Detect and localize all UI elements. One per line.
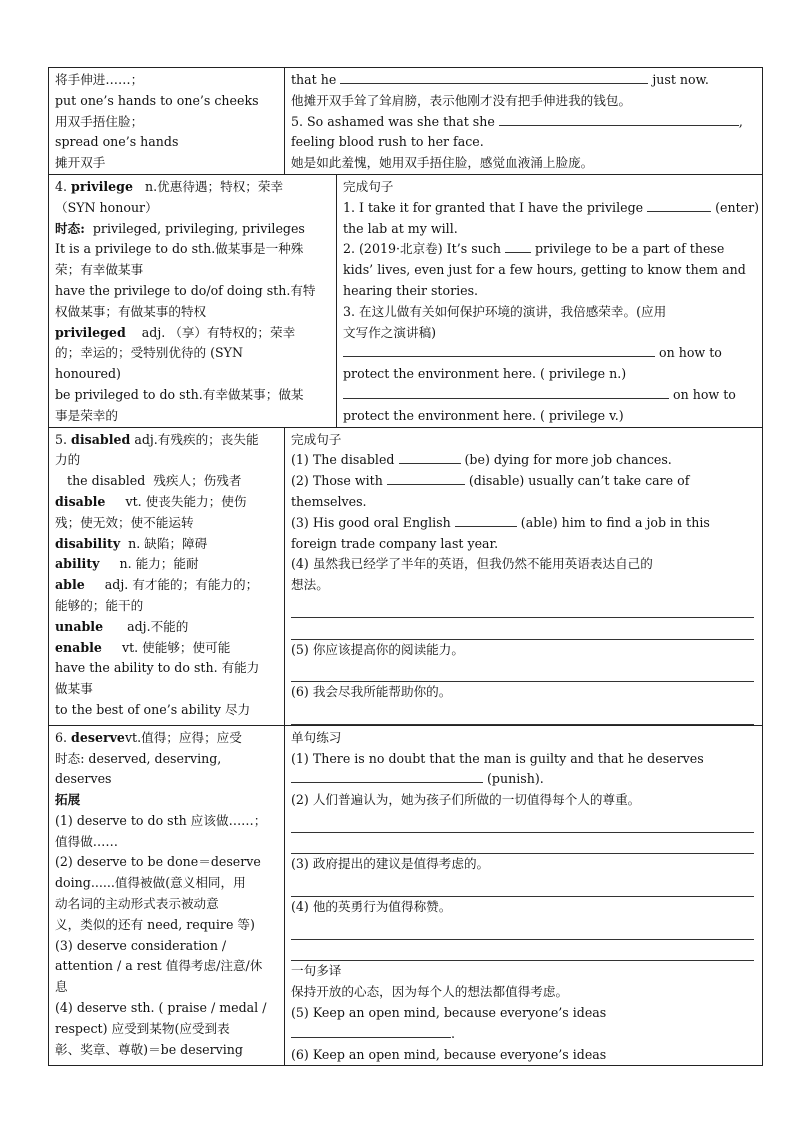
note-line: 力的 xyxy=(55,452,81,468)
sentence-text: (6) Keep an open mind, because everyone’s ideas xyxy=(291,1046,607,1062)
headword: privilege xyxy=(71,178,133,194)
sentence-text: 保持开放的心态，因为每个人的想法都值得考虑。 xyxy=(291,984,569,1000)
answer-line[interactable] xyxy=(291,703,754,725)
note-line: 时态: deserved, deserving, xyxy=(55,750,222,766)
sentence-text: (punish). xyxy=(487,771,544,787)
phrase-line: 将手伸进……； xyxy=(55,72,144,87)
translation-line: 她是如此羞愧，她用双手捂住脸，感觉血液涌上脸庞。 xyxy=(291,155,594,171)
table-row xyxy=(49,174,763,427)
definition: n. 缺陷；障碍 xyxy=(128,535,208,551)
definition: n.优惠待遇；特权；荣幸 xyxy=(145,178,284,194)
definition: vt.值得；应得；应受 xyxy=(124,729,242,745)
sentence-text: feeling blood rush to her face. xyxy=(291,134,484,150)
sentence-text: , xyxy=(738,113,743,129)
exercise-title: 单句练习 xyxy=(291,729,342,745)
answer-blank[interactable] xyxy=(399,451,461,464)
sentence-text: (3) 政府提出的建议是值得考虑的。 xyxy=(291,856,490,872)
note-line: 权做某事；有做某事的特权 xyxy=(55,303,207,319)
note-line: to the best of one’s ability 尽力 xyxy=(55,701,251,717)
exercise-title: 完成句子 xyxy=(343,178,394,194)
note-line: honoured) xyxy=(55,366,121,382)
answer-blank[interactable] xyxy=(343,386,669,399)
sentence-text: 2. (2019·北京卷) It’s such xyxy=(343,241,501,257)
sentence-text: kids’ lives, even just for a few hours, getting to know them and xyxy=(343,262,746,278)
note-line: attention / a rest 值得考虑/注意/休 xyxy=(55,958,263,974)
sentence-text: the lab at my will. xyxy=(343,220,458,236)
exercise-title: 完成句子 xyxy=(291,431,342,447)
answer-line[interactable] xyxy=(291,596,754,618)
sentence-text: (2) Those with xyxy=(291,473,383,489)
table-row xyxy=(49,725,763,1066)
row4-right-cell xyxy=(285,725,763,1066)
answer-line[interactable] xyxy=(291,618,754,640)
sentence-text: (enter) xyxy=(715,199,760,215)
note-line: deserves xyxy=(55,771,112,787)
note-line: be privileged to do sth.有幸做某事；做某 xyxy=(55,386,304,402)
note-line: 动名词的主动形式表示被动意 xyxy=(55,896,219,912)
sentence-text: . xyxy=(451,1025,456,1041)
note-line: 值得做…… xyxy=(55,833,118,849)
headword: disabled xyxy=(71,431,131,447)
answer-blank[interactable] xyxy=(340,71,648,84)
answer-blank[interactable] xyxy=(343,344,655,357)
phrase-line: put one’s hands to one’s cheeks xyxy=(55,92,259,108)
sentence-text: themselves. xyxy=(291,493,367,509)
vocabulary-table xyxy=(48,67,763,1066)
row3-left-cell xyxy=(49,427,285,725)
phrase-line: 摊开双手 xyxy=(55,155,106,171)
note-line: doing......值得被做(意义相同，用 xyxy=(55,875,246,891)
note-line: 彰、奖章、尊敬)＝be deserving xyxy=(55,1041,243,1057)
sentence-text: just now. xyxy=(652,72,709,87)
sentence-text: protect the environment here. ( privilege n.) xyxy=(343,366,627,382)
definition: adj. 有才能的；有能力的； xyxy=(104,577,259,593)
answer-blank[interactable] xyxy=(647,199,711,212)
phrase-line: 用双手捂住脸； xyxy=(55,113,144,129)
sentence-text: (1) There is no doubt that the man is guilty and that he deserves xyxy=(291,750,704,766)
answer-blank[interactable] xyxy=(387,472,465,485)
sentence-text: 文写作之演讲稿) xyxy=(343,324,437,340)
sentence-text: protect the environment here. ( privilege v.) xyxy=(343,407,624,423)
sentence-text: (able) him to find a job in this xyxy=(520,514,710,530)
answer-line[interactable] xyxy=(291,918,754,940)
answer-line[interactable] xyxy=(291,940,754,962)
sentence-text: foreign trade company last year. xyxy=(291,535,499,551)
row1-right-cell xyxy=(285,68,763,175)
item-number: 4. xyxy=(55,178,68,194)
item-number: 6. xyxy=(55,729,68,745)
note-line: (2) deserve to be done＝deserve xyxy=(55,854,261,870)
note-line: have the ability to do sth. 有能力 xyxy=(55,660,260,676)
note-line: (1) deserve to do sth 应该做……； xyxy=(55,812,267,828)
note-line: have the privilege to do/of doing sth.有特 xyxy=(55,282,316,298)
sentence-text: 5. So ashamed was she that she xyxy=(291,113,495,129)
note-line: 残；使无效；使不能运转 xyxy=(55,514,194,530)
answer-line[interactable] xyxy=(291,875,754,897)
sentence-text: (3) His good oral English xyxy=(291,514,451,530)
sentence-text: (1) The disabled xyxy=(291,452,395,468)
sentence-text: (disable) usually can’t take care of xyxy=(468,473,690,489)
derivative-word: disability xyxy=(55,535,121,551)
note-line: respect) 应受到某物(应受到表 xyxy=(55,1020,230,1036)
note-line: It is a privilege to do sth.做某事是一种殊 xyxy=(55,241,304,257)
sentence-text: (5) Keep an open mind, because everyone’s ideas xyxy=(291,1005,607,1021)
answer-blank[interactable] xyxy=(499,113,739,126)
sentence-text: hearing their stories. xyxy=(343,282,479,298)
tense-label: 时态: xyxy=(55,220,85,236)
sentence-text: that he xyxy=(291,72,337,87)
answer-blank[interactable] xyxy=(291,1025,451,1038)
derivative-word: disable xyxy=(55,493,106,509)
worksheet-page xyxy=(48,67,762,1062)
answer-line[interactable] xyxy=(291,660,754,682)
row3-right-cell xyxy=(285,427,763,725)
sentence-text: (2) 人们普遍认为，她为孩子们所做的一切值得每个人的尊重。 xyxy=(291,792,641,808)
note-line: 事是荣幸的 xyxy=(55,407,118,423)
sentence-text: privilege to be a part of these xyxy=(534,241,725,257)
row2-right-cell xyxy=(337,174,763,427)
definition: adj.不能的 xyxy=(127,618,189,634)
derivative-word: privileged xyxy=(55,324,126,340)
extension-label: 拓展 xyxy=(55,792,81,808)
derivative-word: able xyxy=(55,577,85,593)
sentence-text: on how to xyxy=(659,345,722,361)
sentence-text: (5) 你应该提高你的阅读能力。 xyxy=(291,641,464,657)
note-line: the disabled 残疾人；伤残者 xyxy=(55,473,242,489)
answer-blank[interactable] xyxy=(505,240,531,253)
table-row xyxy=(49,68,763,175)
note-line: 义，类似的还有 need, require 等) xyxy=(55,916,255,932)
answer-blank[interactable] xyxy=(455,514,517,527)
note-line: 的；幸运的；受特别优待的 (SYN xyxy=(55,345,244,361)
definition: vt. 使丧失能力；使伤 xyxy=(125,493,247,509)
answer-line[interactable] xyxy=(291,811,754,833)
table-row xyxy=(49,427,763,725)
row2-left-cell xyxy=(49,174,337,427)
row1-left-cell xyxy=(49,68,285,175)
note-line: 能够的；能干的 xyxy=(55,597,144,613)
answer-line[interactable] xyxy=(291,833,754,855)
derivative-word: unable xyxy=(55,618,104,634)
item-number: 5. xyxy=(55,431,68,447)
synonym: （SYN honour） xyxy=(55,199,158,215)
sentence-text: (4) 他的英勇行为值得称赞。 xyxy=(291,899,452,915)
answer-blank[interactable] xyxy=(291,770,483,783)
sentence-text: on how to xyxy=(673,386,736,402)
definition: adj.有残疾的；丧失能 xyxy=(134,431,259,447)
definition: vt. 使能够；使可能 xyxy=(121,639,231,655)
tense-forms: privileged, privileging, privileges xyxy=(92,220,305,236)
translation-line: 他摊开双手耸了耸肩膀，表示他刚才没有把手伸进我的钱包。 xyxy=(291,92,632,108)
section-title: 一句多译 xyxy=(291,963,342,979)
sentence-text: 想法。 xyxy=(291,577,329,593)
headword: deserve xyxy=(71,729,125,745)
note-line: 做某事 xyxy=(55,681,93,697)
note-line: 息 xyxy=(55,979,68,995)
note-line: (3) deserve consideration / xyxy=(55,937,227,953)
sentence-text: 1. I take it for granted that I have the privilege xyxy=(343,199,644,215)
definition: adj. （享）有特权的；荣幸 xyxy=(141,324,296,340)
sentence-text: (4) 虽然我已经学了半年的英语，但我仍然不能用英语表达自己的 xyxy=(291,556,653,572)
row4-left-cell xyxy=(49,725,285,1066)
definition: n. 能力；能耐 xyxy=(119,556,199,572)
note-line: 荣；有幸做某事 xyxy=(55,262,144,278)
sentence-text: 3. 在这儿做有关如何保护环境的演讲，我倍感荣幸。(应用 xyxy=(343,303,667,319)
derivative-word: enable xyxy=(55,639,102,655)
note-line: (4) deserve sth. ( praise / medal / xyxy=(55,1000,267,1016)
phrase-line: spread one’s hands xyxy=(55,134,179,150)
sentence-text: (be) dying for more job chances. xyxy=(464,452,672,468)
sentence-text: (6) 我会尽我所能帮助你的。 xyxy=(291,684,452,700)
derivative-word: ability xyxy=(55,556,100,572)
